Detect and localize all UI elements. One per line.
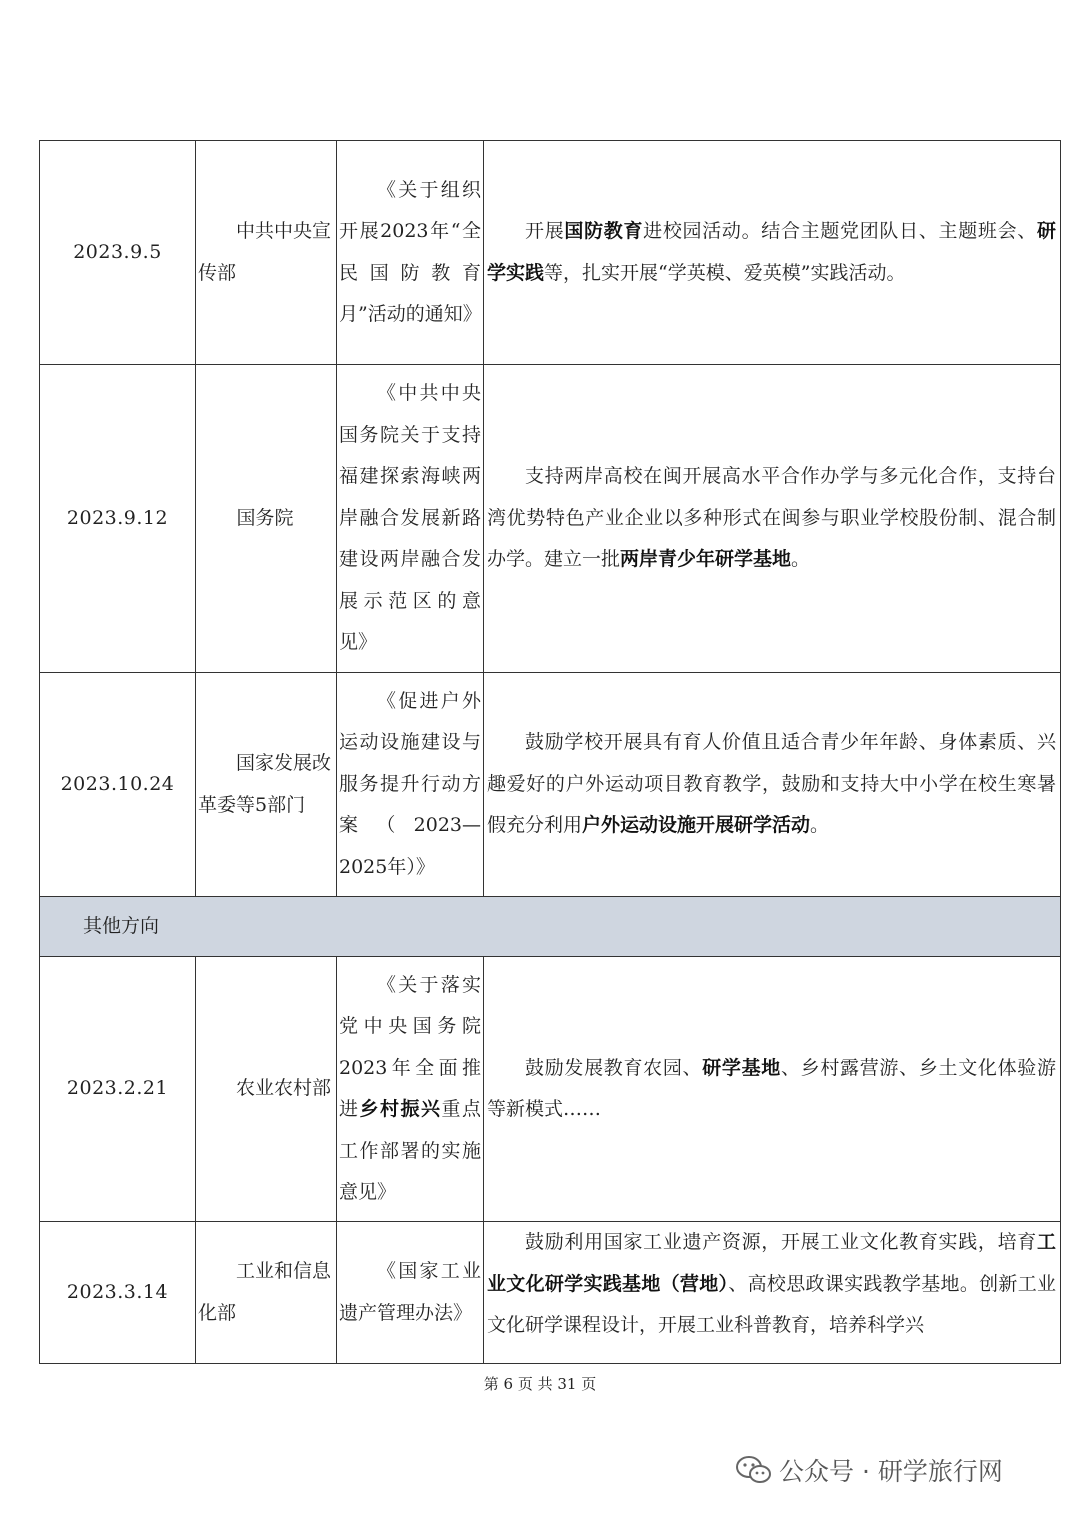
dept-cell: 国家发展改革委等5部门 [196,673,337,897]
dept-cell: 中共中央宣传部 [196,141,337,365]
content-highlight: 工业文化研学实践基地（营地） [487,1231,1056,1295]
content-text: 、乡村露营游、乡土文化体验游等新模式…… [487,1056,1056,1120]
content-text: 。 [791,548,811,571]
table-row [40,673,1061,897]
content-highlight: 研学实践 [487,220,1056,284]
content-cell [484,1222,1061,1364]
dept-cell: 农业农村部 [196,957,337,1222]
page-number: 第 6 页 共 31 页 [483,1375,597,1393]
content-text: 支持两岸高校在闽开展高水平合作办学与多元化合作，支持台湾优势特色产业企业以多种形式在闽参与职业学校股份制、混合制办学。建立一批 [487,465,1056,571]
doc-cell: 《关于组织开展2023年“全民国防教育月”活动的通知》 [337,141,484,365]
date-cell: 2023.3.14 [40,1222,196,1364]
doc-cell: 《促进户外运动设施建设与服务提升行动方案（2023—2025年）》 [337,673,484,897]
date-cell: 2023.9.5 [40,141,196,365]
doc-cell: 《国家工业遗产管理办法》 [337,1222,484,1364]
doc-text: 《关于落实党中央国务院2023年全面推进 [339,973,481,1120]
content-highlight: 研学基地 [702,1056,781,1079]
policy-table [39,140,1061,1364]
content-text: 鼓励学校开展具有育人价值且适合青少年年龄、身体素质、兴趣爱好的户外运动项目教育教学，鼓励和支持大中小学在校生寒暑假充分利用 [487,731,1056,837]
content-text: 等，扎实开展“学英模、爱英模”实践活动。 [544,261,906,284]
table-row [40,141,1061,365]
content-cell [484,365,1061,673]
doc-text: 重点工作部署的实施意见》 [339,1098,481,1203]
content-cell [484,141,1061,365]
content-text: 。 [810,814,830,837]
doc-cell: 《中共中央 国务院关于支持福建探索海峡两岸融合发展新路 建设两岸融合发展示范区的意见》 [337,365,484,673]
date-cell: 2023.10.24 [40,673,196,897]
wechat-icon [735,1455,773,1485]
section-header: 其他方向 [40,897,1061,957]
table-row [40,957,1061,1222]
table-row [40,1222,1061,1364]
dept-cell: 工业和信息化部 [196,1222,337,1364]
date-cell: 2023.9.12 [40,365,196,673]
section-row [40,897,1061,957]
dept-cell: 国务院 [196,365,337,673]
content-text: 鼓励发展教育农园、 [525,1056,703,1079]
content-cell [484,673,1061,897]
content-text: 开展 [525,220,565,242]
watermark-text: 公众号 · 研学旅行网 [779,1457,1003,1486]
doc-cell [337,957,484,1222]
content-cell [484,957,1061,1222]
content-text: 进校园活动。结合主题党团队日、主题班会、 [643,220,1037,242]
watermark [735,1452,1003,1488]
content-highlight: 两岸青少年研学基地 [620,548,792,571]
date-cell: 2023.2.21 [40,957,196,1222]
content-text: 鼓励利用国家工业遗产资源，开展工业文化教育实践，培育 [525,1231,1037,1253]
doc-highlight: 乡村振兴 [359,1098,442,1120]
table-row [40,365,1061,673]
content-highlight: 户外运动设施开展研学活动 [582,814,811,837]
content-text: 、高校思政课实践教学基地。创新工业文化研学课程设计，开展工业科普教育，培养科学兴 [487,1272,1056,1336]
content-highlight: 国防教育 [564,220,644,242]
